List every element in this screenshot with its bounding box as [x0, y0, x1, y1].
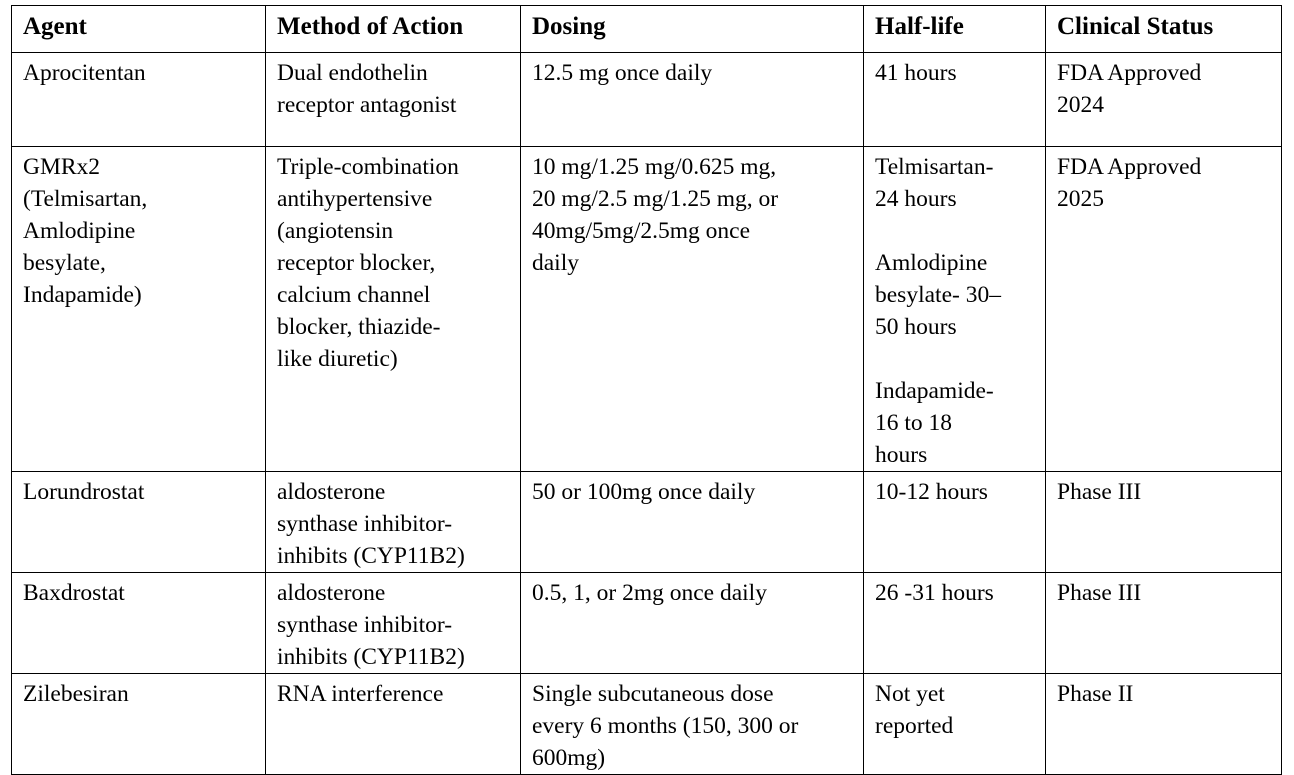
cell-method: Dual endothelin receptor antagonist	[266, 53, 521, 147]
header-clinical-status: Clinical Status	[1046, 6, 1282, 53]
table-row	[12, 53, 1282, 147]
cell-status: FDA Approved 2025	[1046, 147, 1282, 472]
table-row	[12, 674, 1282, 775]
cell-status: Phase II	[1046, 674, 1282, 775]
cell-half-life: 10-12 hours	[864, 472, 1046, 573]
cell-dosing: 10 mg/1.25 mg/0.625 mg, 20 mg/2.5 mg/1.25 mg, or 40mg/5mg/2.5mg once daily	[521, 147, 864, 472]
header-dosing: Dosing	[521, 6, 864, 53]
header-method-of-action: Method of Action	[266, 6, 521, 53]
cell-dosing: Single subcutaneous dose every 6 months (150, 300 or 600mg)	[521, 674, 864, 775]
cell-agent: Aprocitentan	[12, 53, 266, 147]
cell-half-life: 26 -31 hours	[864, 573, 1046, 674]
cell-half-life: Telmisartan- 24 hours Amlodipine besylate- 30– 50 hours Indapamide- 16 to 18 hours	[864, 147, 1046, 472]
cell-method: aldosterone synthase inhibitor- inhibits (CYP11B2)	[266, 573, 521, 674]
header-row	[12, 6, 1282, 53]
cell-method: Triple-combination antihypertensive (angiotensin receptor blocker, calcium channel blocker, thiazide- like diuretic)	[266, 147, 521, 472]
header-half-life: Half-life	[864, 6, 1046, 53]
cell-status: Phase III	[1046, 472, 1282, 573]
cell-status: Phase III	[1046, 573, 1282, 674]
cell-agent: Zilebesiran	[12, 674, 266, 775]
cell-agent: Lorundrostat	[12, 472, 266, 573]
cell-half-life: Not yet reported	[864, 674, 1046, 775]
cell-agent: GMRx2 (Telmisartan, Amlodipine besylate, Indapamide)	[12, 147, 266, 472]
cell-dosing: 12.5 mg once daily	[521, 53, 864, 147]
cell-dosing: 50 or 100mg once daily	[521, 472, 864, 573]
drug-comparison-table	[11, 5, 1282, 775]
table-row	[12, 573, 1282, 674]
cell-status: FDA Approved 2024	[1046, 53, 1282, 147]
cell-method: aldosterone synthase inhibitor- inhibits (CYP11B2)	[266, 472, 521, 573]
header-agent: Agent	[12, 6, 266, 53]
cell-agent: Baxdrostat	[12, 573, 266, 674]
table-row	[12, 472, 1282, 573]
cell-dosing: 0.5, 1, or 2mg once daily	[521, 573, 864, 674]
cell-half-life: 41 hours	[864, 53, 1046, 147]
cell-method: RNA interference	[266, 674, 521, 775]
table-row	[12, 147, 1282, 472]
